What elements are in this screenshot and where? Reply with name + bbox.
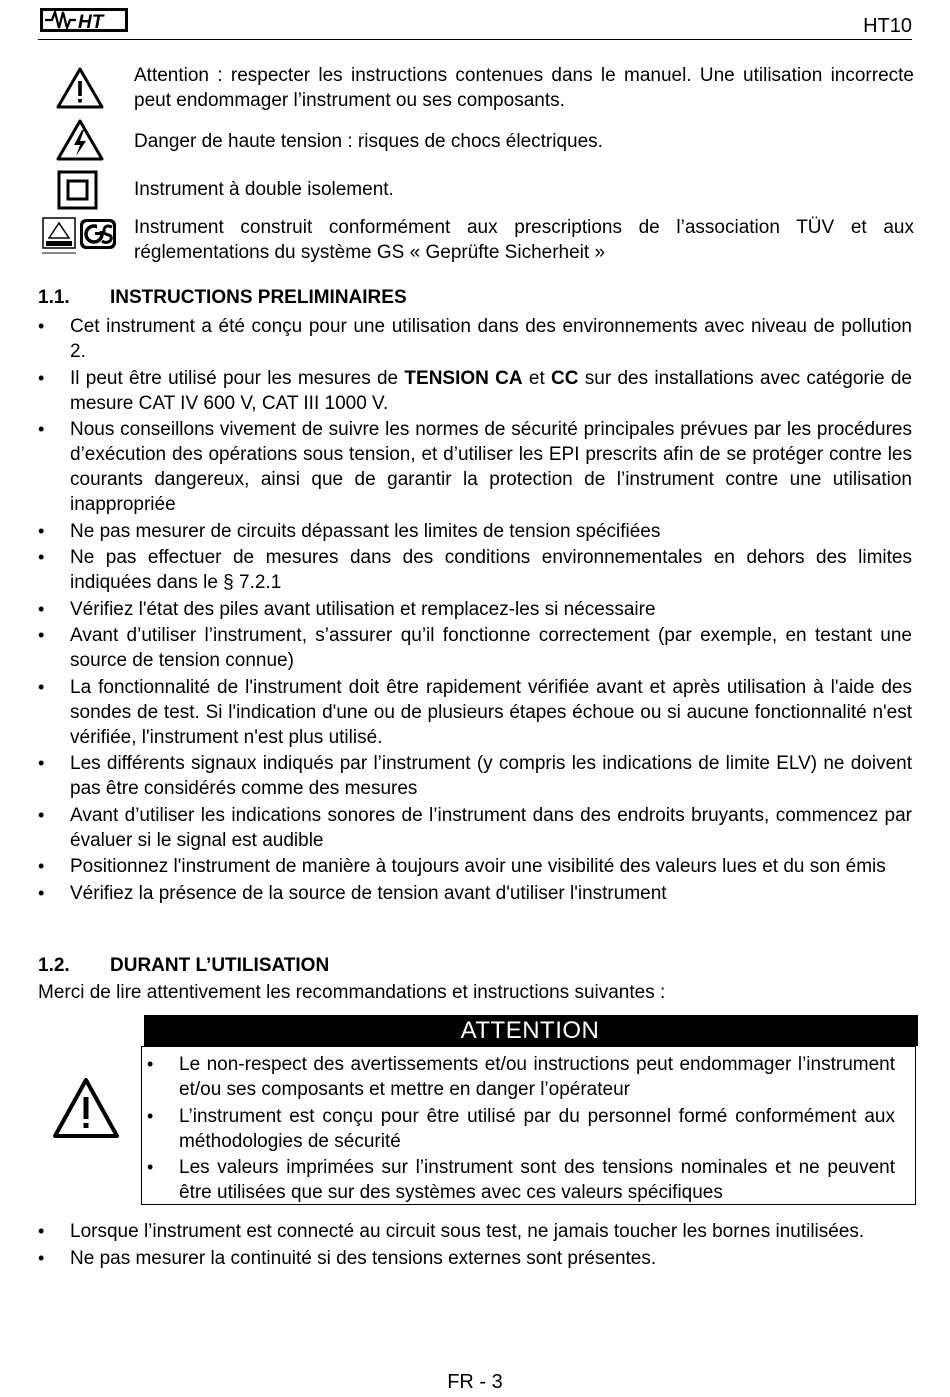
tuv-gs-mark-icon — [42, 214, 118, 263]
symbol-text-tuv-gs: Instrument construit conformément aux prescriptions de l’association TÜV et aux réglementations du système GS « Geprüfte Sicherheit » — [134, 217, 914, 263]
warning-item: • Les valeurs imprimées sur l’instrument sont des tensions nominales et ne peuvent être utilisées que sur des systèmes avec ces valeurs spécifiques — [147, 1155, 895, 1205]
list-item-bold: TENSION CA — [404, 367, 523, 389]
high-voltage-icon — [56, 118, 104, 167]
section-1-2-intro: Merci de lire attentivement les recommandations et instructions suivantes : — [38, 982, 666, 1003]
list-item-text: et — [522, 367, 552, 389]
list-item-bold: CC — [551, 367, 579, 389]
warning-item: • L’instrument est conçu pour être utilisé par du personnel formé conformément aux méthodologies de sécurité — [147, 1104, 895, 1154]
list-item: • La fonctionnalité de l'instrument doit être rapidement vérifiée avant et après utilisation à l'aide des sondes de test. Si l'indication d'une ou de plusieurs étapes échoue ou si aucune fonctionnalité n'est vérifiée, l'instrument n'est plus utilisé. — [38, 675, 912, 750]
symbol-text-attention: Attention : respecter les instructions contenues dans le manuel. Une utilisation incorrecte peut endommager l’instrument ou ses composants. — [134, 65, 914, 111]
section-1-2-heading — [38, 955, 329, 977]
list-item: • Avant d’utiliser les indications sonores de l’instrument dans des endroits bruyants, commencez par évaluer si le signal est audible — [38, 803, 912, 853]
list-item: • Nous conseillons vivement de suivre les normes de sécurité principales prévues par les procédures d’exécution des opérations sous tension, et d’utiliser les EPI prescrits afin de se protéger contre les courants dangereux, ainsi que de garantir la protection de l’instrument contre une utilisation inappropriée — [38, 417, 912, 517]
list-item-text: Il peut être utilisé pour les mesures de — [70, 367, 405, 389]
list-item: • Les différents signaux indiqués par l’instrument (y compris les indications de limite ELV) ne doivent pas être considérés comme des mesures — [38, 751, 912, 801]
section-1-2-list — [38, 1219, 912, 1272]
warning-triangle-icon — [56, 66, 104, 115]
model-name: HT10 — [863, 15, 912, 37]
list-item: • Vérifiez l'état des piles avant utilisation et remplacez-les si nécessaire — [38, 597, 912, 622]
page-number: FR - 3 — [447, 1371, 503, 1393]
double-insulation-icon — [57, 170, 99, 215]
list-item: • Vérifiez la présence de la source de tension avant d'utiliser l'instrument — [38, 881, 912, 906]
section-1-1-title: INSTRUCTIONS PRELIMINAIRES — [110, 287, 407, 308]
warning-heading: ATTENTION — [142, 1015, 918, 1046]
section-1-2-title: DURANT L’UTILISATION — [110, 955, 330, 976]
section-1-1-heading — [38, 287, 407, 309]
section-1-1-list — [38, 314, 912, 907]
warning-heading-edge — [142, 1015, 144, 1046]
list-item: • Lorsque l’instrument est connecté au circuit sous test, ne jamais toucher les bornes inutilisées. — [38, 1219, 912, 1244]
list-item: • Ne pas mesurer la continuité si des tensions externes sont présentes. — [38, 1246, 912, 1271]
warning-item: • Le non-respect des avertissements et/ou instructions peut endommager l’instrument et/ou ses composants et mettre en danger l’opérateur — [147, 1052, 895, 1102]
list-item: • Cet instrument a été conçu pour une utilisation dans des environnements avec niveau de pollution 2. — [38, 314, 912, 364]
section-1-1-number: 1.1. — [38, 287, 70, 308]
section-1-2-number: 1.2. — [38, 955, 70, 976]
warning-triangle-icon — [52, 1076, 120, 1145]
list-item: • Positionnez l'instrument de manière à toujours avoir une visibilité des valeurs lues et du son émis — [38, 854, 912, 879]
list-item: • Avant d’utiliser l’instrument, s’assurer qu’il fonctionne correctement (par exemple, en testant une source de tension connue) — [38, 623, 912, 673]
ht-logo — [40, 4, 130, 36]
symbol-text-double-insulation: Instrument à double isolement. — [134, 179, 394, 200]
list-item: • Ne pas effectuer de mesures dans des conditions environnementales en dehors des limites indiquées dans le § 7.2.1 — [38, 545, 912, 595]
header-divider — [38, 39, 912, 40]
list-item: • Ne pas mesurer de circuits dépassant les limites de tension spécifiées — [38, 519, 912, 544]
brand-text: HT — [78, 12, 104, 33]
list-item — [38, 366, 912, 416]
symbol-text-danger: Danger de haute tension : risques de chocs électriques. — [134, 131, 603, 152]
list-item-text: sur des installations avec catégorie de mesure CAT IV 600 V, CAT III 1000 V. — [70, 367, 912, 414]
warning-list — [147, 1052, 895, 1207]
